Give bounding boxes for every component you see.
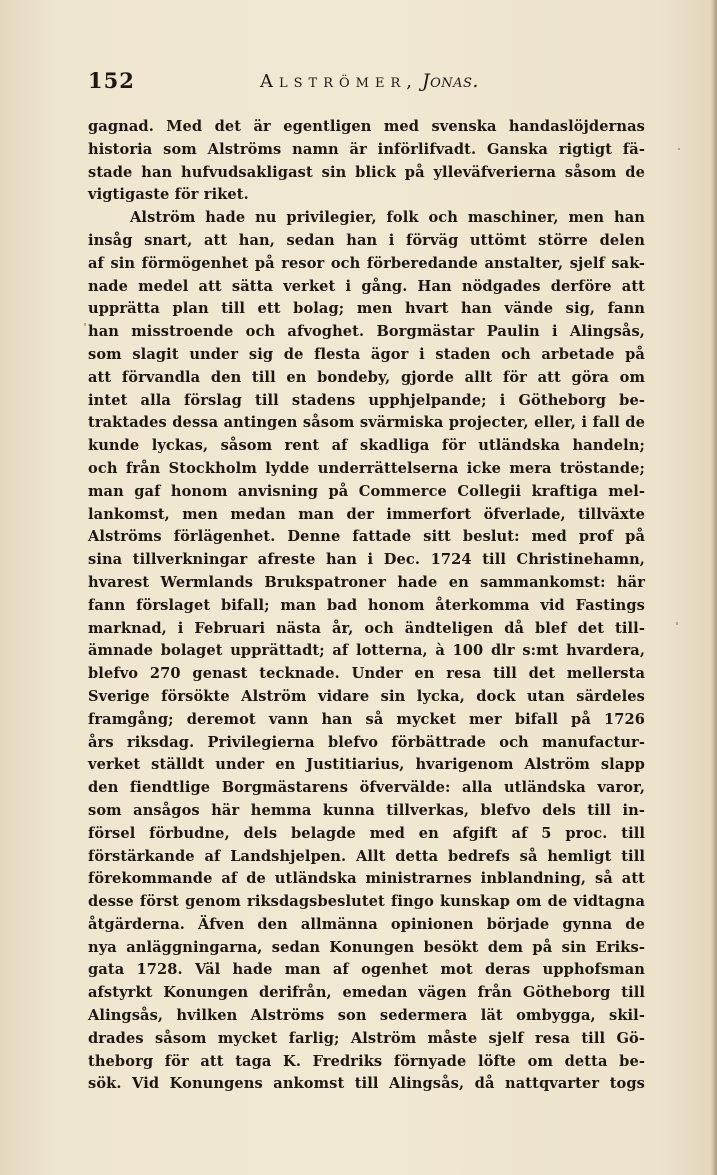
margin-speck — [676, 622, 678, 625]
text-line: sina tillverkningar afreste han i Dec. 1724 till Christinehamn, — [88, 551, 645, 569]
text-line: han misstroende och afvoghet. Borgmästar Paulin i Alingsås, — [88, 323, 645, 341]
text-line: intet alla förslag till stadens upphjelpande; i Götheborg be- — [88, 391, 645, 409]
text-line: hvarest Wermlands Brukspatroner hade en sammankomst: här — [88, 573, 645, 591]
text-line: afstyrkt Konungen derifrån, emedan vägen från Götheborg till — [88, 984, 645, 1002]
text-line: Alingsås, hvilken Alströms son sedermera lät ombygga, skil- — [88, 1007, 645, 1025]
text-line: historia som Alströms namn är införlifvadt. Ganska rigtigt fä- — [88, 140, 645, 158]
text-line: af sin förmögenhet på resor och förberedande anstalter, sjelf sak- — [88, 254, 645, 272]
text-line: som slagit under sig de flesta ägor i staden och arbetade på — [88, 345, 645, 363]
text-line: Alström hade nu privilegier, folk och maschiner, men han — [130, 209, 645, 227]
text-line: förstärkande af Landshjelpen. Allt detta bedrefs så hemligt till — [88, 847, 645, 865]
text-line: blefvo 270 genast tecknade. Under en resa till det mellersta — [88, 665, 645, 683]
text-line: som ansågos här hemma kunna tillverkas, blefvo dels till in- — [88, 801, 645, 819]
text-line: theborg för att taga K. Fredriks förnyade löfte om detta be- — [88, 1052, 645, 1070]
text-line: sök. Vid Konungens ankomst till Alingsås, då nattqvarter togs — [88, 1075, 645, 1093]
running-head-italic: Jonas. — [421, 70, 479, 92]
page-number: 152 — [88, 68, 135, 93]
text-line: framgång; deremot vann han så mycket mer bifall på 1726 — [88, 710, 645, 728]
text-line: verket ställdt under en Justitiarius, hvarigenom Alström slapp — [88, 756, 645, 774]
text-line: och från Stockholm lydde underrättelserna icke mera tröstande; — [88, 459, 645, 477]
text-line: försel förbudne, dels belagde med en afgift af 5 proc. till — [88, 824, 645, 842]
text-line: nya anläggningarna, sedan Konungen besökt dem på sin Eriks- — [88, 938, 645, 956]
text-line: Alströms förlägenhet. Denne fattade sitt beslut: med prof på — [88, 528, 645, 546]
text-line: års riksdag. Privilegierna blefvo förbättrade och manufactur- — [88, 733, 645, 751]
margin-speck — [678, 148, 680, 150]
text-line: gata 1728. Väl hade man af ogenhet mot deras upphofsman — [88, 961, 645, 979]
text-line: att förvandla den till en bondeby, gjorde allt för att göra om — [88, 368, 645, 386]
text-line: Sverige försökte Alström vidare sin lycka, dock utan särdeles — [88, 687, 645, 705]
text-line: vigtigaste för riket. — [88, 186, 249, 204]
text-line: marknad, i Februari nästa år, och ändteligen då blef det till- — [88, 619, 645, 637]
text-line: nade medel att sätta verket i gång. Han nödgades derföre att — [88, 277, 645, 295]
text-line: lankomst, men medan man der immerfort öfverlade, tillväxte — [88, 505, 645, 523]
text-line: insåg snart, att han, sedan han i förväg uttömt större delen — [88, 231, 645, 249]
page-edge-shadow — [711, 0, 717, 1175]
running-head — [260, 70, 479, 92]
text-line: kunde lyckas, såsom rent af skadliga för utländska handeln; — [88, 437, 645, 455]
text-line: fann förslaget bifall; man bad honom återkomma vid Fastings — [88, 596, 645, 614]
text-line: ämnade bolaget upprättadt; af lotterna, à 100 dlr s:mt hvardera, — [88, 642, 645, 660]
text-line: upprätta plan till ett bolag; men hvart han vände sig, fann — [88, 300, 645, 318]
text-line: desse först genom riksdagsbeslutet fingo kunskap om de vidtagna — [88, 893, 645, 911]
running-head-name: Alströmer, — [260, 71, 418, 92]
text-line: traktades dessa antingen såsom svärmiska projecter, eller, i fall de — [88, 414, 645, 432]
text-line: stade han hufvudsakligast sin blick på ylleväfverierna såsom de — [88, 163, 645, 181]
text-line: den fiendtlige Borgmästarens öfvervälde: alla utländska varor, — [88, 779, 645, 797]
page-header — [88, 68, 648, 98]
text-line: man gaf honom anvisning på Commerce Collegii kraftiga mel- — [88, 482, 645, 500]
text-line: gagnad. Med det är egentligen med svenska handaslöjdernas — [88, 118, 645, 135]
margin-speck — [84, 323, 86, 326]
text-line: drades såsom mycket farlig; Alström måste sjelf resa till Gö- — [88, 1029, 645, 1047]
text-line: åtgärderna. Äfven den allmänna opinionen började gynna de — [88, 915, 645, 933]
body-text — [88, 116, 645, 1096]
text-line: förekommande af de utländska ministrarnes inblandning, så att — [88, 870, 645, 888]
